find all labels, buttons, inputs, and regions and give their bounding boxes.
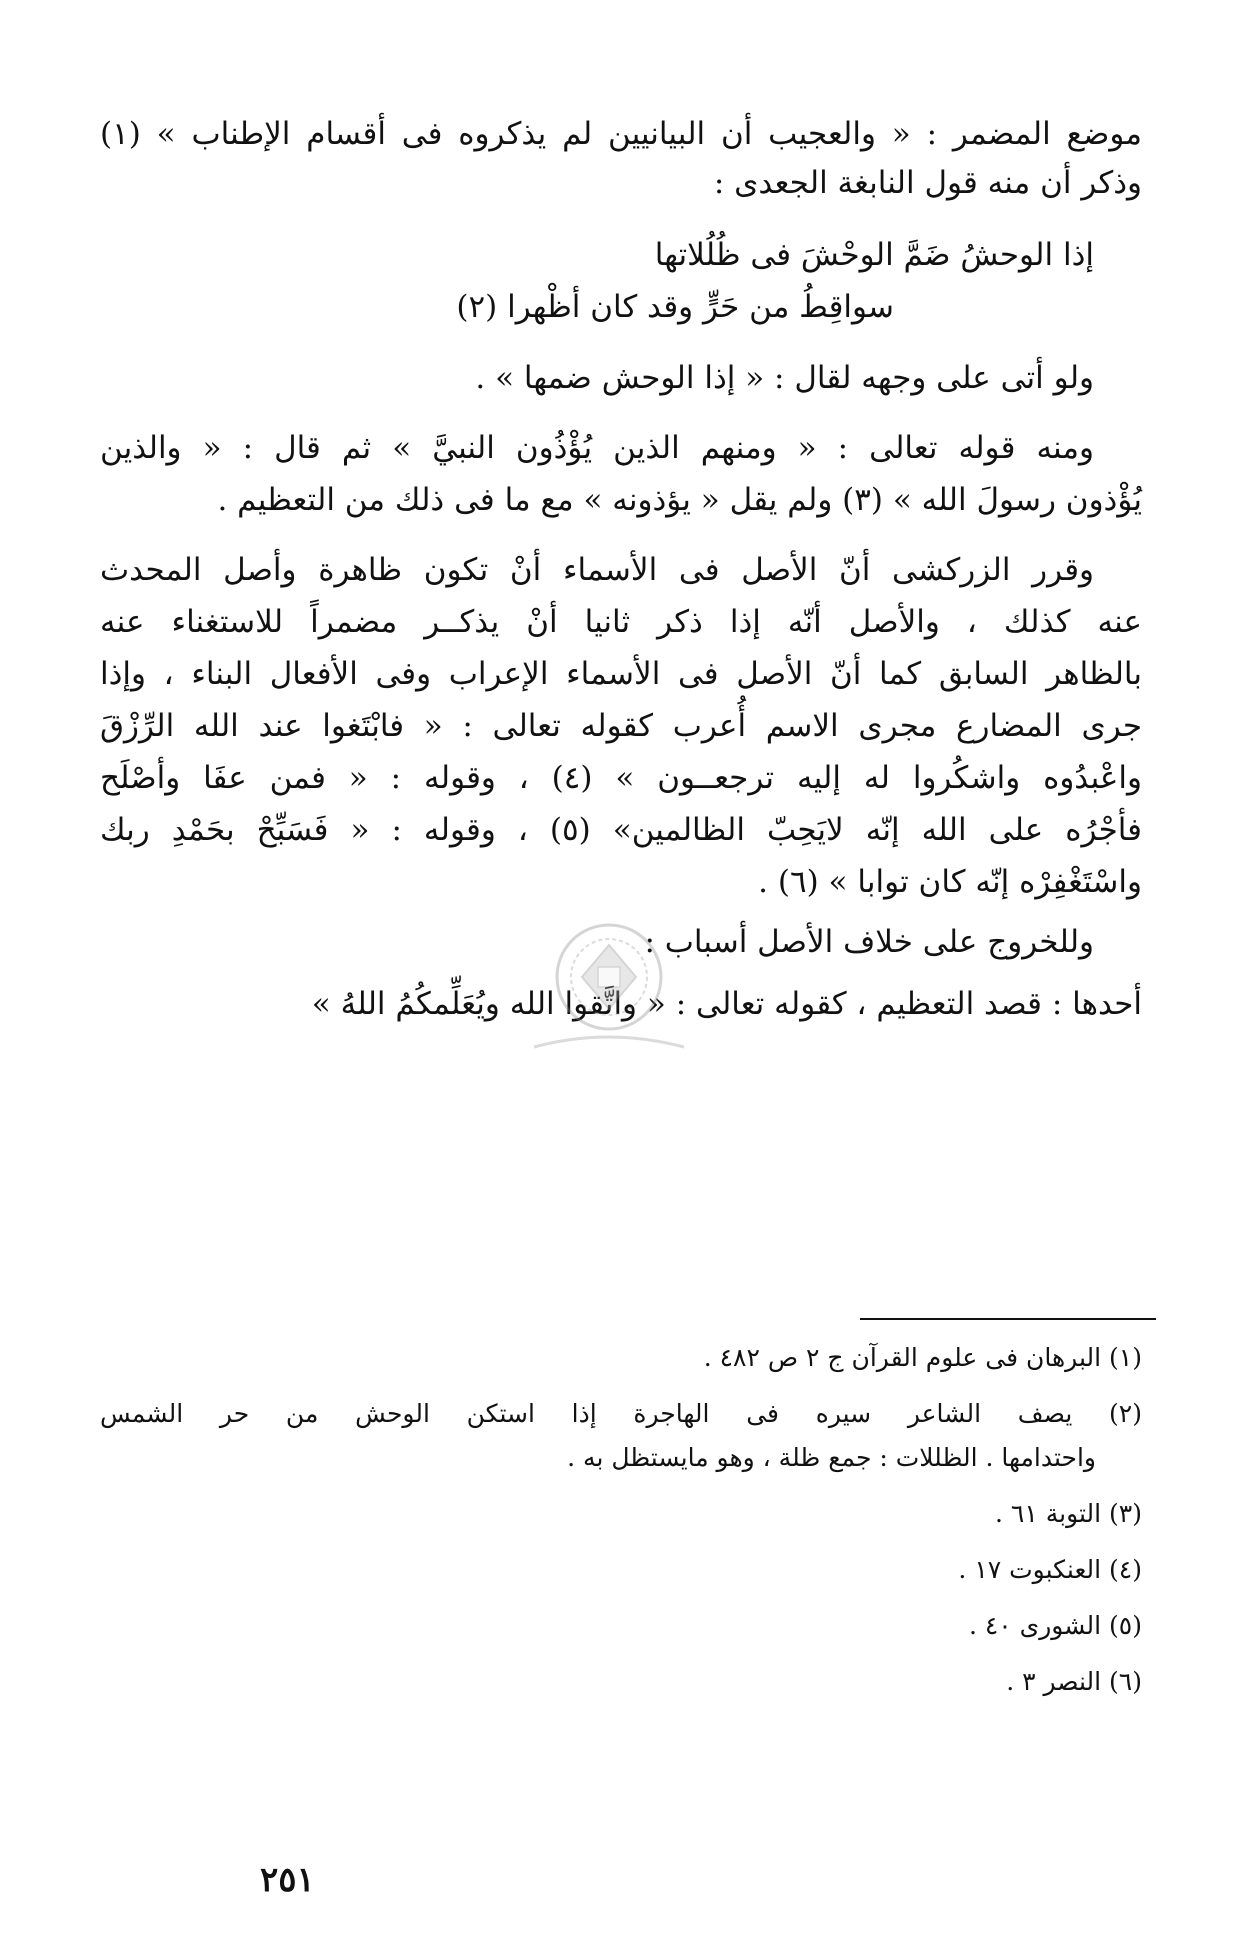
paragraph-3-line-5: واعْبدُوه واشكُروا له إليه ترجعــون » (٤) ، وقوله : « فمن عفَا وأصْلَح [100, 760, 1142, 796]
footnote-2-line-2: واحتدامها . الظللات : جمع ظلة ، وهو مايستظل به . [567, 1443, 1096, 1472]
footnote-1: (١) البرهان فى علوم القرآن ج ٢ ص ٤٨٢ . [703, 1343, 1142, 1372]
paragraph-5: أحدها : قصد التعظيم ، كقوله تعالى : « واتَّقوا الله ويُعَلِّمكُمُ اللهُ » [311, 986, 1142, 1022]
verse-line-2: سواقِطُ من حَرٍّ وقد كان أظْهرا (٢) [456, 289, 894, 325]
paragraph-3-line-7: واسْتَغْفِرْه إنّه كان توابا » (٦) . [758, 864, 1142, 900]
body-line-1: موضع المضمر : « والعجيب أن البيانيين لم يذكروه فى أقسام الإطناب » (١) [100, 116, 1142, 152]
footnote-4: (٤) العنكبوت ١٧ . [958, 1555, 1142, 1584]
body-line-2: وذكر أن منه قول النابغة الجعدى : [713, 165, 1142, 201]
footnote-6: (٦) النصر ٣ . [1006, 1667, 1142, 1696]
footnote-2-line-1: (٢) يصف الشاعر سيره فى الهاجرة إذا استكن الوحش من حر الشمس [100, 1399, 1142, 1428]
footnote-5: (٥) الشورى ٤٠ . [968, 1611, 1142, 1640]
paragraph-3-line-1: وقرر الزركشى أنّ الأصل فى الأسماء أنْ تكون ظاهرة وأصل المحدث [100, 552, 1094, 588]
watermark-seal-icon [524, 915, 694, 1065]
paragraph-2-line-1: ومنه قوله تعالى : « ومنهم الذين يُؤْذُون النبيَّ » ثم قال : « والذين [100, 430, 1094, 466]
paragraph-3-line-4: جرى المضارع مجرى الاسم أُعرب كقوله تعالى : « فابْتَغوا عند الله الرِّزْقَ [100, 708, 1142, 744]
paragraph-3-line-6: فأجْرُه على الله إنّه لايَحِبّ الظالمين» (٥) ، وقوله : « فَسَبِّحْ بحَمْدِ ربك [100, 812, 1142, 848]
footnote-divider [860, 1318, 1156, 1320]
library-watermark-seal [524, 915, 694, 1065]
paragraph-1: ولو أتى على وجهه لقال : « إذا الوحش ضمها » . [475, 360, 1094, 396]
paragraph-3-line-2: عنه كذلك ، والأصل أنّه إذا ذكر ثانيا أنْ يذكــر مضمراً للاستغناء عنه [100, 604, 1142, 640]
paragraph-2-line-2: يُؤْذون رسولَ الله » (٣) ولم يقل « يؤذونه » مع ما فى ذلك من التعظيم . [217, 482, 1142, 518]
verse-line-1: إذا الوحشُ ضَمَّ الوحْشَ فى ظُلُلاتها [654, 237, 1094, 273]
paragraph-4: وللخروج على خلاف الأصل أسباب : [644, 924, 1094, 960]
paragraph-3-line-3: بالظاهر السابق كما أنّ الأصل فى الأسماء الإعراب وفى الأفعال البناء ، وإذا [100, 656, 1142, 692]
footnote-3: (٣) التوبة ٦١ . [995, 1499, 1142, 1528]
page-number: ٢٥١ [260, 1860, 315, 1900]
